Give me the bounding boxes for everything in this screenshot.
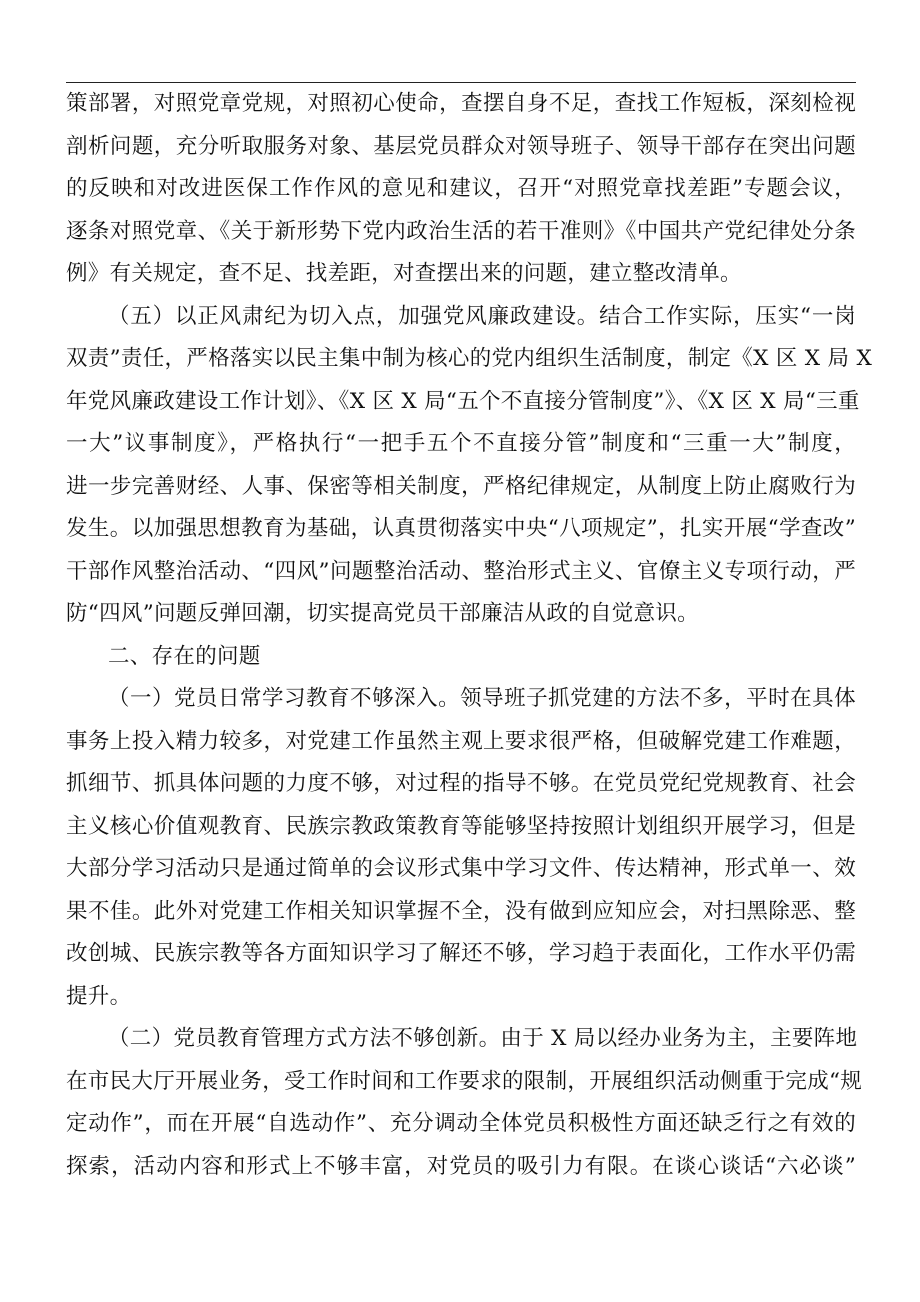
section-heading: 二、存在的问题 — [108, 644, 261, 669]
text-line: 逐条对照党章、《关于新形势下党内政治生活的若干准则》《中国共产党纪律处分条 — [66, 219, 856, 244]
text-line: 大部分学习活动只是通过简单的会议形式集中学习文件、传达精神，形式单一、效 — [66, 856, 856, 881]
text-line: 例》有关规定，查不足、找差距，对查摆出来的问题，建立整改清单。 — [66, 261, 742, 286]
text-line: （五）以正风肃纪为切入点，加强党风廉政建设。结合工作实际，压实“一岗 — [108, 304, 856, 329]
text-line: 双责”责任，严格落实以民主集中制为核心的党内组织生活制度，制定《X 区 X 局 X — [66, 346, 873, 371]
text-line: （二）党员教育管理方式方法不够创新。由于 X 局以经办业务为主，主要阵地 — [108, 1026, 858, 1051]
text-line: 策部署，对照党章党规，对照初心使命，查摆自身不足，查找工作短板，深刻检视 — [66, 91, 856, 116]
text-line: 在市民大厅开展业务，受工作时间和工作要求的限制，开展组织活动侧重于完成“规 — [66, 1069, 863, 1094]
text-line: 发生。以加强思想教育为基础，认真贯彻落实中央“八项规定”，扎实开展“学查改” — [66, 516, 856, 541]
text-line: 事务上投入精力较多，对党建工作虽然主观上要求很严格，但破解党建工作难题， — [66, 729, 856, 754]
text-line: 进一步完善财经、人事、保密等相关制度，严格纪律规定，从制度上防止腐败行为 — [66, 474, 856, 499]
text-line: 干部作风整治活动、“四风”问题整治活动、整治形式主义、官僚主义专项行动，严 — [66, 559, 856, 584]
header-rule — [66, 82, 856, 83]
text-line: 改创城、民族宗教等各方面知识学习了解还不够，学习趋于表面化，工作水平仍需 — [66, 941, 856, 966]
text-line: 主义核心价值观教育、民族宗教政策教育等能够坚持按照计划组织开展学习，但是 — [66, 814, 856, 839]
text-line: 探索，活动内容和形式上不够丰富，对党员的吸引力有限。在谈心谈话“六必谈” — [66, 1154, 856, 1179]
text-line: 剖析问题，充分听取服务对象、基层党员群众对领导班子、领导干部存在突出问题 — [66, 134, 856, 159]
text-line: （一）党员日常学习教育不够深入。领导班子抓党建的方法不多，平时在具体 — [108, 686, 856, 711]
text-line: 年党风廉政建设工作计划》、《X 区 X 局“五个不直接分管制度”》、《X 区 X 局“三重 — [66, 389, 860, 414]
text-line: 防“四风”问题反弹回潮，切实提高党员干部廉洁从政的自觉意识。 — [66, 601, 699, 626]
text-line: 定动作”，而在开展“自选动作”、充分调动全体党员积极性方面还缺乏行之有效的 — [66, 1111, 856, 1136]
text-line: 果不佳。此外对党建工作相关知识掌握不全，没有做到应知应会，对扫黑除恶、整 — [66, 899, 856, 924]
text-line: 的反映和对改进医保工作作风的意见和建议，召开“对照党章找差距”专题会议， — [66, 176, 856, 201]
text-line: 一大”议事制度》，严格执行“一把手五个不直接分管”制度和“三重一大”制度， — [66, 431, 856, 456]
text-line: 抓细节、抓具体问题的力度不够，对过程的指导不够。在党员党纪党规教育、社会 — [66, 771, 856, 796]
text-line: 提升。 — [66, 984, 132, 1009]
